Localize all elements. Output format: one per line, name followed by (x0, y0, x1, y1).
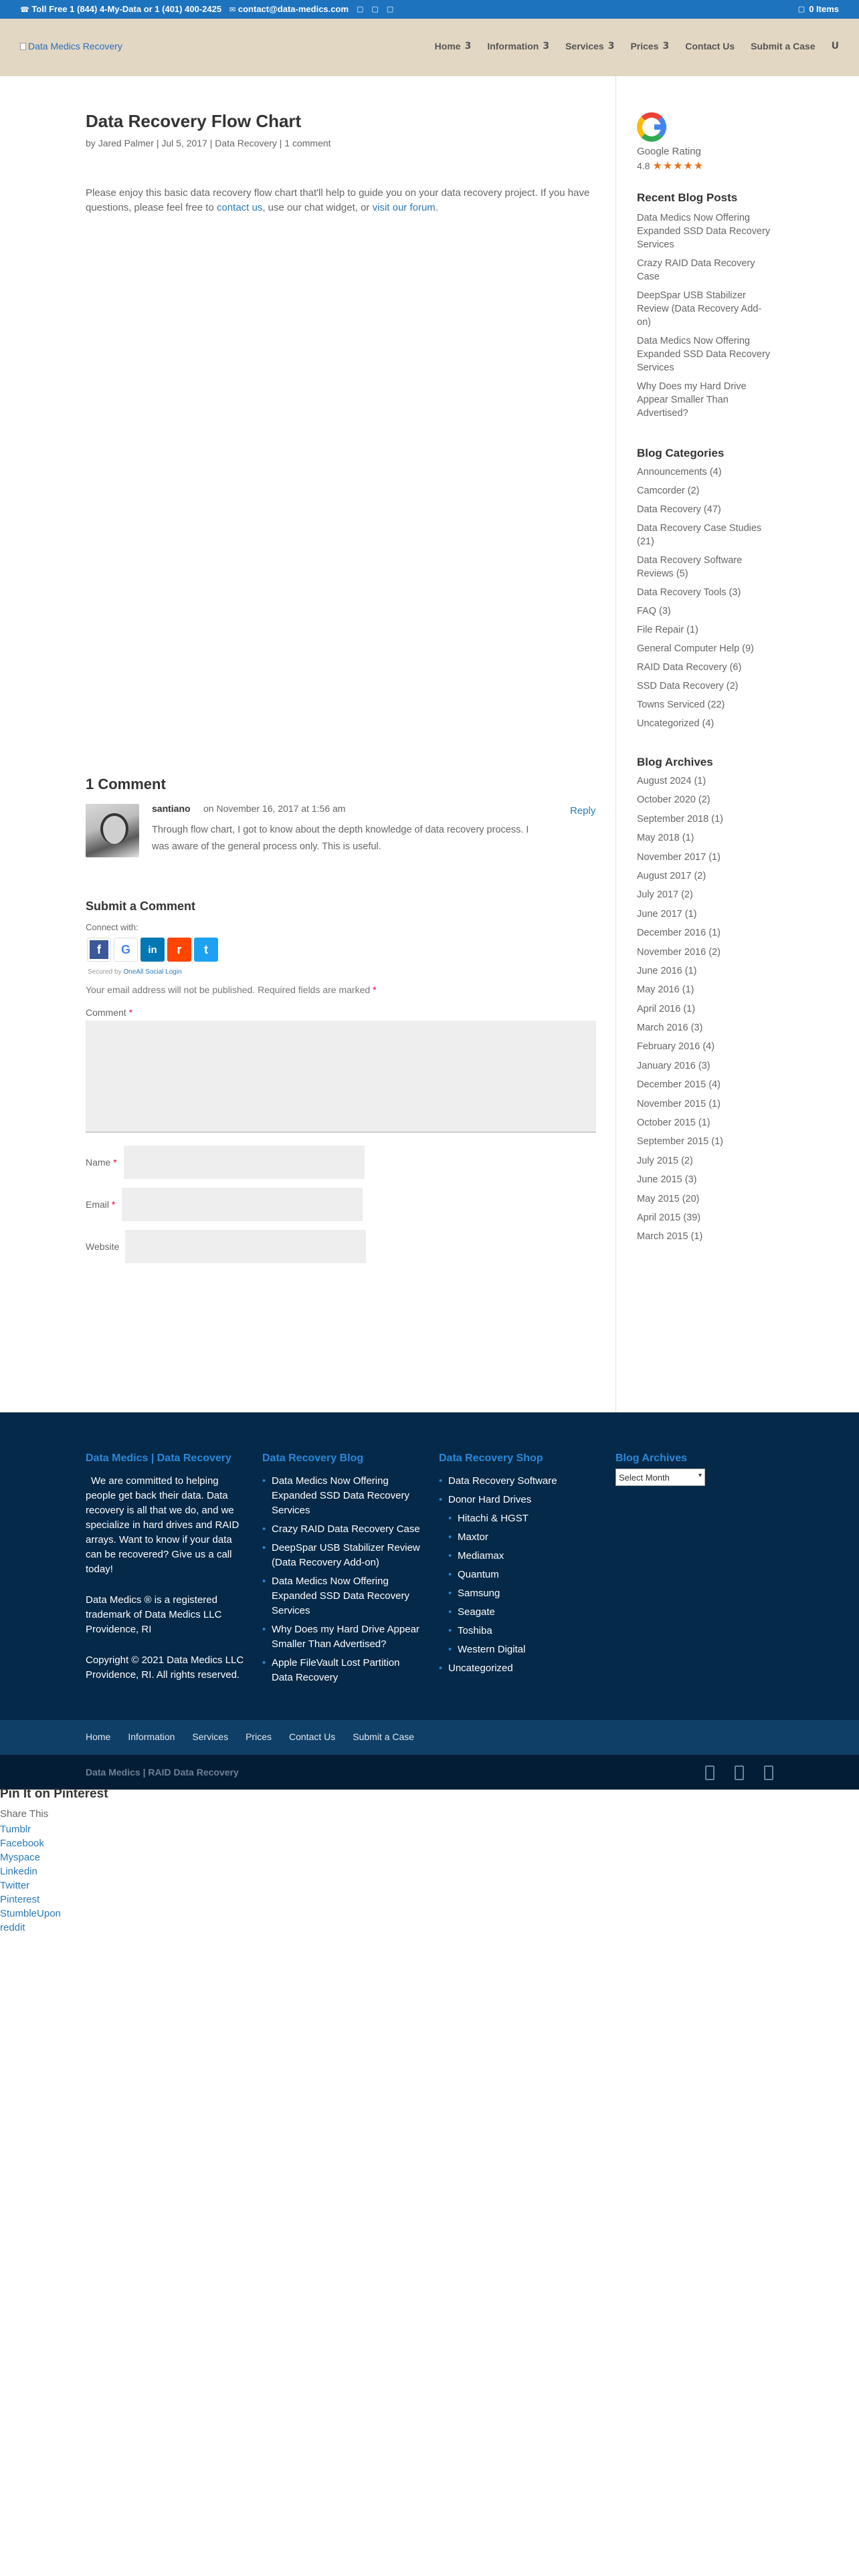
chevron-down-icon: 3 (607, 41, 615, 51)
shop-donor-drives-link[interactable]: Donor Hard Drives (448, 1494, 532, 1505)
footer-trademark: Data Medics ® is a registered trademark of Data Medics LLC Providence, RI (86, 1594, 222, 1635)
comment-text: Through flow chart, I got to know about the depth knowledge of data recovery process. I was aware of the general process only. This is useful. (152, 825, 529, 852)
email-contact[interactable] (229, 4, 349, 14)
rating-value: 4.8 (637, 160, 650, 171)
post-text: , use our chat widget, or (262, 202, 373, 213)
post-date: Jul 5, 2017 (161, 138, 207, 148)
phone-contact[interactable] (20, 4, 221, 14)
footer-credit: Data Medics | RAID Data Recovery (86, 1767, 239, 1778)
category-link[interactable]: Towns Serviced (22) (637, 700, 725, 710)
nav-label: Prices (630, 41, 659, 51)
post-category-link[interactable]: Data Recovery (215, 138, 277, 148)
category-link[interactable]: Announcements (4) (637, 467, 722, 477)
categories-list (637, 465, 771, 736)
archive-month-select[interactable] (615, 1469, 705, 1486)
archive-link[interactable]: June 2017 (1) (637, 908, 697, 920)
footer-nav-information[interactable]: Information (128, 1731, 175, 1742)
comment-label-text: Comment (86, 1007, 129, 1018)
category-link[interactable]: Camcorder (2) (637, 486, 700, 496)
shop-brand-link[interactable]: • Western Digital (448, 1642, 599, 1657)
shop-brand-link[interactable]: • Quantum (448, 1568, 599, 1582)
social-login-buttons (87, 938, 218, 962)
footer-blog-list (262, 1474, 423, 1685)
email-note (86, 984, 377, 995)
archive-link[interactable]: December 2016 (1) (637, 928, 721, 939)
facebook-icon: f (90, 940, 108, 959)
shop-brand-link[interactable]: • Maxtor (448, 1530, 599, 1545)
recent-posts-list (637, 211, 771, 425)
connect-with-label: Connect with: (86, 922, 138, 932)
share-facebook-link[interactable]: Facebook (0, 1838, 44, 1849)
secured-by-note (88, 968, 182, 976)
footer-about-heading: Data Medics | Data Recovery (86, 1453, 231, 1464)
nav-label: Contact Us (685, 41, 735, 51)
comments-title: 1 Comment (86, 776, 166, 792)
required-mark: * (128, 1007, 133, 1018)
category-link[interactable]: RAID Data Recovery (6) (637, 662, 742, 673)
categories-heading: Blog Categories (637, 447, 725, 459)
phone-number: Toll Free 1 (844) 4-My-Data or 1 (401) 400-2425 (31, 4, 222, 14)
shop-brand-link[interactable]: • Seagate (448, 1605, 599, 1620)
archive-link[interactable]: August 2024 (1) (637, 776, 706, 786)
nav-item-submit-a-case[interactable] (751, 41, 815, 51)
cart-icon: ▢ (797, 5, 805, 13)
archives-heading: Blog Archives (637, 756, 713, 768)
footer-social-icons (705, 1765, 773, 1780)
footer-blog-heading: Data Recovery Blog (262, 1453, 364, 1464)
shop-brand-link[interactable]: • Samsung (448, 1586, 599, 1601)
comment-label (86, 1007, 132, 1018)
name-label (86, 1157, 117, 1168)
footer-blog-link[interactable]: • Data Medics Now Offering Expanded SSD Data Recovery Services (262, 1474, 423, 1518)
twitter-login-button[interactable] (194, 938, 218, 962)
secured-text: Secured by (88, 968, 124, 976)
archive-link[interactable]: May 2016 (1) (637, 984, 694, 996)
email-field[interactable] (122, 1188, 363, 1221)
footer-blog-link[interactable]: • Why Does my Hard Drive Appear Smaller Than Advertised? (262, 1622, 423, 1652)
footer-shop (439, 1453, 599, 1680)
footer-blog-link[interactable]: • Data Medics Now Offering Expanded SSD Data Recovery Services (262, 1574, 423, 1618)
recent-post-link[interactable]: Crazy RAID Data Recovery Case (637, 258, 755, 282)
google-rating[interactable] (637, 159, 704, 172)
footer-blog-link[interactable]: • DeepSpar USB Stabilizer Review (Data Recovery Add-on) (262, 1541, 423, 1570)
linkedin-login-button[interactable] (140, 938, 165, 962)
twitter-icon[interactable]: ▢ (371, 5, 379, 13)
nav-item-home[interactable] (435, 41, 472, 51)
category-link[interactable]: General Computer Help (9) (637, 643, 754, 654)
email-note-text: Your email address will not be published. Required fields are marked (86, 984, 373, 995)
rss-icon[interactable] (764, 1765, 773, 1780)
archive-select-value: Select Month (619, 1472, 670, 1483)
archive-link[interactable]: November 2015 (1) (637, 1098, 721, 1109)
share-myspace-link[interactable]: Myspace (0, 1852, 41, 1863)
email-label-text: Email (86, 1199, 112, 1210)
shop-brand-link[interactable]: • Mediamax (448, 1549, 599, 1564)
archive-link[interactable]: March 2015 (1) (637, 1231, 703, 1243)
phone-icon: ☎ (20, 5, 29, 14)
comment-author: santiano (152, 803, 191, 814)
facebook-login-button[interactable] (87, 938, 111, 962)
archive-link[interactable]: August 2017 (2) (637, 870, 706, 881)
contact-us-link[interactable]: contact us (216, 202, 263, 213)
footer-nav (86, 1731, 414, 1742)
nav-item-services[interactable] (565, 41, 614, 51)
share-tumblr-link[interactable]: Tumblr (0, 1824, 31, 1835)
category-link[interactable]: File Repair (1) (637, 625, 698, 635)
comment-date[interactable]: on November 16, 2017 at 1:56 am (203, 803, 346, 814)
share-links (0, 1822, 61, 1935)
search-icon: U (831, 41, 839, 51)
archive-link[interactable]: June 2015 (3) (637, 1174, 697, 1186)
archive-link[interactable]: June 2016 (1) (637, 965, 697, 976)
archive-link[interactable]: October 2020 (2) (637, 794, 710, 806)
comment-textarea[interactable] (86, 1021, 596, 1133)
chevron-down-icon: ▾ (698, 1472, 702, 1479)
required-mark: * (111, 1199, 116, 1210)
recent-post-link[interactable]: Data Medics Now Offering Expanded SSD Data Recovery Services (637, 213, 771, 250)
archive-link[interactable]: January 2016 (3) (637, 1060, 710, 1071)
site-logo[interactable] (20, 41, 122, 51)
share-this-label: Share This (0, 1808, 49, 1820)
post-meta: by Jared Palmer | Jul 5, 2017 | Data Recovery | 1 comment (86, 138, 331, 148)
post-body (86, 186, 616, 215)
chevron-down-icon: 3 (543, 41, 550, 51)
email-label (86, 1199, 115, 1210)
share-stumbleupon-link[interactable]: StumbleUpon (0, 1908, 61, 1919)
sidebar-divider (615, 76, 616, 1412)
search-button[interactable] (832, 41, 839, 51)
nav-item-information[interactable] (487, 41, 549, 51)
category-link[interactable]: Uncategorized (4) (637, 718, 714, 729)
footer-blog (262, 1453, 423, 1689)
footer-archives (615, 1453, 749, 1486)
nav-label: Home (434, 41, 461, 51)
cart-count: 0 Items (809, 4, 839, 14)
recent-post-link[interactable]: Why Does my Hard Drive Appear Smaller Than Advertised? (637, 381, 747, 419)
archive-link[interactable]: July 2017 (2) (637, 889, 693, 901)
chevron-down-icon: 3 (464, 41, 472, 51)
twitter-icon[interactable] (735, 1765, 744, 1780)
main-header (0, 19, 859, 76)
nav-label: Submit a Case (751, 41, 816, 51)
archive-link[interactable]: September 2018 (1) (637, 813, 723, 825)
recent-posts-heading: Recent Blog Posts (637, 191, 738, 204)
page-title: Data Recovery Flow Chart (86, 111, 302, 131)
chevron-down-icon: 3 (662, 41, 670, 51)
shop-donor-drives-item (439, 1493, 599, 1657)
post-comments-link[interactable]: 1 comment (284, 138, 331, 148)
footer-nav-prices[interactable]: Prices (246, 1731, 272, 1742)
reply-button[interactable]: Reply (570, 805, 596, 817)
submit-comment-title: Submit a Comment (86, 899, 196, 913)
rss-icon[interactable]: ▢ (386, 5, 394, 13)
reddit-icon: r (177, 942, 182, 956)
envelope-icon: ✉ (229, 5, 236, 14)
nav-item-prices[interactable] (630, 41, 669, 51)
recent-post-link[interactable]: Data Medics Now Offering Expanded SSD Data Recovery Services (637, 336, 771, 373)
footer-shop-heading: Data Recovery Shop (439, 1453, 543, 1464)
share-pinterest-link[interactable]: Pinterest (0, 1894, 40, 1905)
footer-blog-link[interactable]: • Apple FileVault Lost Partition Data Recovery (262, 1656, 423, 1685)
archive-link[interactable]: November 2017 (1) (637, 851, 721, 863)
archive-link[interactable]: September 2015 (1) (637, 1136, 723, 1148)
post-text: Please enjoy this basic data recovery flow chart that'll help to guide you on your data recovery project. If you have questions, please feel free to (86, 187, 590, 213)
pinterest-title: Pin It on Pinterest (0, 1787, 108, 1801)
archive-link[interactable]: April 2016 (1) (637, 1003, 696, 1014)
footer-nav-submit-a-case[interactable]: Submit a Case (353, 1731, 415, 1742)
archive-link[interactable]: May 2018 (1) (637, 833, 694, 844)
website-field[interactable] (125, 1230, 366, 1263)
category-link[interactable]: Data Recovery Case Studies (21) (637, 523, 762, 547)
top-bar (0, 0, 859, 19)
archive-link[interactable]: November 2016 (2) (637, 946, 721, 958)
nav-label: Services (565, 41, 604, 51)
required-mark: * (373, 984, 377, 995)
google-logo-icon (637, 112, 666, 142)
recent-post-link[interactable]: DeepSpar USB Stabilizer Review (Data Recovery Add-on) (637, 290, 762, 328)
nav-item-contact-us[interactable] (685, 41, 735, 51)
cart-link[interactable] (798, 4, 839, 14)
category-link[interactable]: FAQ (3) (637, 606, 671, 617)
archive-link[interactable]: October 2015 (1) (637, 1117, 710, 1129)
archive-link[interactable]: March 2016 (3) (637, 1023, 703, 1034)
name-field[interactable] (124, 1146, 365, 1179)
email-address: contact@data-medics.com (237, 4, 349, 14)
nav-label: Information (487, 41, 539, 51)
avatar (86, 804, 139, 857)
facebook-icon[interactable]: ▢ (357, 5, 364, 13)
footer-copyright: Copyright © 2021 Data Medics LLC Providence, RI. All rights reserved. (86, 1654, 244, 1681)
shop-brand-link[interactable]: • Toshiba (448, 1624, 599, 1638)
broken-image-icon (20, 43, 26, 50)
oneall-link[interactable]: OneAll Social Login (123, 968, 182, 976)
archive-link[interactable]: December 2015 (4) (637, 1079, 721, 1091)
footer-about (86, 1453, 246, 1683)
shop-uncategorized-link[interactable]: • Uncategorized (439, 1661, 599, 1676)
footer-nav-home[interactable]: Home (86, 1731, 111, 1742)
main-nav (435, 41, 839, 51)
forum-link[interactable]: visit our forum (372, 202, 436, 213)
logo-alt-text: Data Medics Recovery (28, 41, 122, 51)
required-mark: * (113, 1157, 117, 1168)
category-link[interactable]: Data Recovery (47) (637, 504, 721, 515)
category-link[interactable]: Data Recovery Software Reviews (5) (637, 555, 743, 579)
footer-about-text: We are committed to helping people get back their data. Data recovery is all that we do, and we specialize in hard drives and RAID arrays. Want to know if your data can be recovered? Give us a call today! (86, 1475, 240, 1575)
reddit-login-button[interactable] (167, 938, 191, 962)
google-login-button[interactable] (114, 938, 138, 962)
share-twitter-link[interactable]: Twitter (0, 1880, 30, 1891)
footer-shop-list (439, 1474, 599, 1676)
google-icon: G (120, 942, 130, 956)
rating-stars-icon: ★★★★★ (652, 159, 704, 172)
footer-archives-heading: Blog Archives (615, 1453, 687, 1464)
shop-brand-list (448, 1511, 599, 1657)
linkedin-icon: in (148, 944, 157, 956)
category-link[interactable]: SSD Data Recovery (2) (637, 681, 739, 691)
archive-link[interactable]: April 2015 (39) (637, 1212, 701, 1223)
name-label-text: Name (86, 1157, 114, 1168)
archive-link[interactable]: February 2016 (4) (637, 1041, 715, 1053)
footer-nav-services[interactable]: Services (192, 1731, 229, 1742)
twitter-icon: t (204, 942, 208, 956)
share-linkedin-link[interactable]: Linkedin (0, 1866, 37, 1877)
google-rating-label: Google Rating (637, 146, 701, 157)
website-label: Website (86, 1241, 120, 1252)
facebook-icon[interactable] (705, 1765, 714, 1780)
category-link[interactable]: Data Recovery Tools (3) (637, 587, 741, 598)
footer-blog-link[interactable]: • Crazy RAID Data Recovery Case (262, 1522, 423, 1537)
share-reddit-link[interactable]: reddit (0, 1922, 25, 1933)
archive-link[interactable]: July 2015 (2) (637, 1155, 693, 1166)
post-author-link[interactable]: Jared Palmer (98, 138, 154, 148)
shop-brand-link[interactable]: • Hitachi & HGST (448, 1511, 599, 1526)
archives-list (637, 774, 771, 1249)
shop-software-link[interactable]: • Data Recovery Software (439, 1474, 599, 1489)
footer-nav-contact-us[interactable]: Contact Us (289, 1731, 336, 1742)
post-text: . (435, 202, 438, 213)
archive-link[interactable]: May 2015 (20) (637, 1193, 700, 1204)
